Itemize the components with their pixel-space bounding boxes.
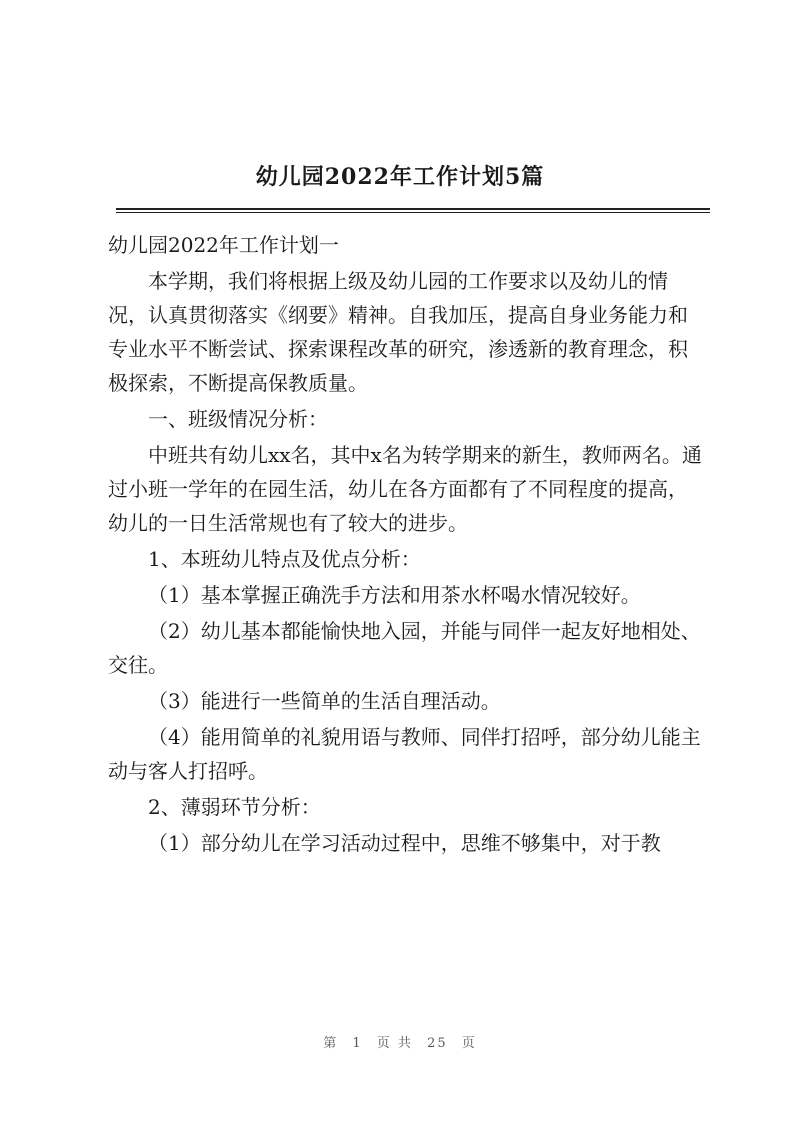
footer-total-pages: 25 [427,1036,448,1051]
list-item: （1）部分幼儿在学习活动过程中，思维不够集中，对于教 [148,831,661,855]
footer-label-page: 第 [323,1036,339,1051]
list-item: （4）能用简单的礼貌用语与教师、同伴打招呼，部分幼儿能主动与客人打招呼。 [108,725,701,783]
list-item: （1）基本掌握正确洗手方法和用茶水杯喝水情况较好。 [148,583,641,607]
section-heading: 幼儿园2022年工作计划一 [108,233,339,257]
document-title: 幼儿园2022年工作计划5篇 [255,164,545,190]
paragraph: 本学期，我们将根据上级及幼儿园的工作要求以及幼儿的情况，认真贯彻落实《纲要》精神。自我加压，提高自身业务能力和专业水平不断尝试、探索课程改革的研究，渗透新的教育理念，积极探索，不断提高保教质量。 [108,269,688,395]
subheading: 1、本班幼儿特点及优点分析： [148,547,421,571]
footer-label-of: 页 共 [376,1036,413,1051]
document-body [108,228,704,862]
list-item: （2）幼儿基本都能愉快地入园，并能与同伴一起友好地相处、交往。 [108,619,701,677]
paragraph: 中班共有幼儿xx名，其中x名为转学期来的新生，教师两名。通过小班一学年的在园生活，幼儿在各方面都有了不同程度的提高，幼儿的一日生活常规也有了较大的进步。 [108,443,702,535]
page-number-footer [0,1032,800,1051]
footer-current-page: 1 [352,1036,363,1051]
footer-label-pages: 页 [461,1036,477,1051]
list-item: （3）能进行一些简单的生活自理活动。 [148,689,501,713]
subheading: 一、班级情况分析： [148,407,328,431]
title-divider [116,208,710,213]
subheading: 2、薄弱环节分析： [148,795,321,819]
